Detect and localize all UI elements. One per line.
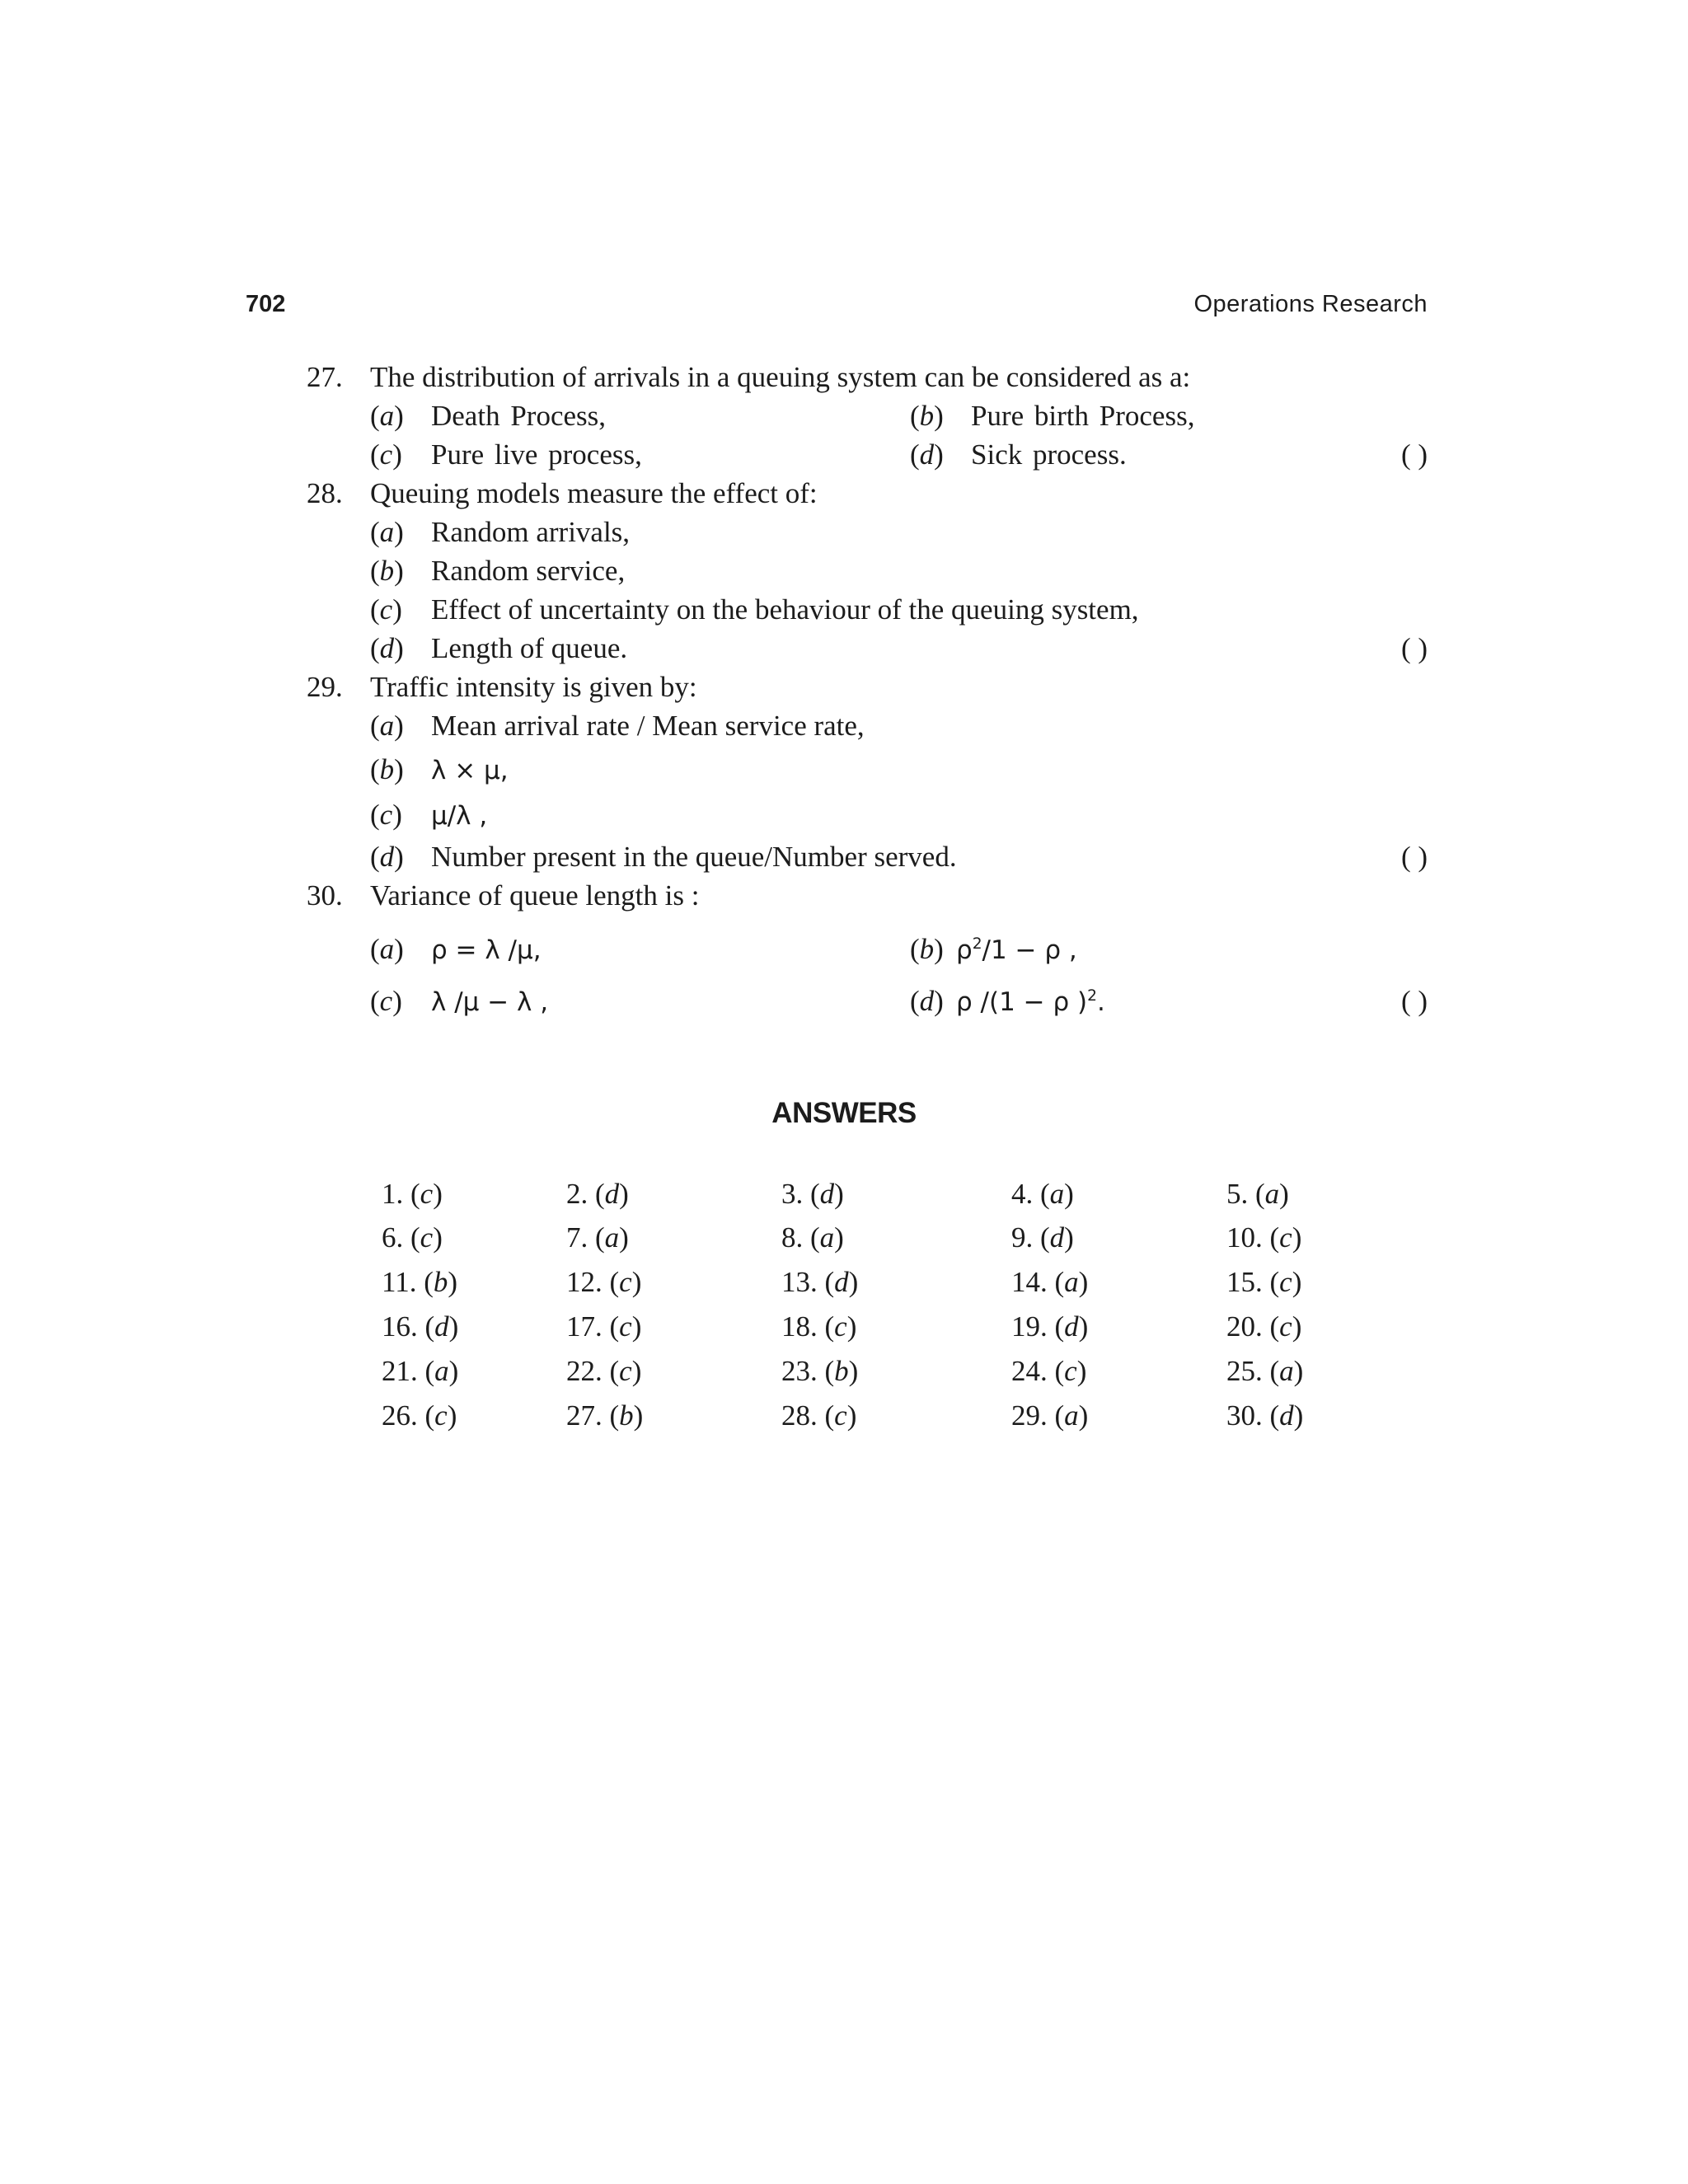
question-number: 30. xyxy=(307,879,343,912)
answer-label: (b) xyxy=(824,1355,859,1387)
answer-number: 22. xyxy=(566,1355,610,1387)
answer-number: 25. xyxy=(1226,1355,1270,1387)
answer-label: (c) xyxy=(1054,1355,1087,1387)
option-label: (d) xyxy=(370,841,404,873)
answer-blank: ( ) xyxy=(1400,632,1428,664)
answer-label: (d) xyxy=(1269,1399,1304,1432)
answer-number: 26. xyxy=(382,1399,425,1432)
question-number: 28. xyxy=(307,477,343,509)
answer-item xyxy=(382,1396,457,1435)
answer-item xyxy=(382,1307,458,1346)
option-text: Effect of uncertainty on the behaviour of the queuing system, xyxy=(431,593,1139,626)
answer-item xyxy=(382,1352,458,1390)
option-label: (b) xyxy=(910,400,944,432)
answer-item xyxy=(1011,1218,1074,1257)
answer-item xyxy=(781,1352,858,1390)
answer-number: 20. xyxy=(1226,1310,1270,1343)
answer-item xyxy=(1011,1307,1088,1346)
option-formula: ρ = λ /μ, xyxy=(431,935,542,965)
answer-number: 5. xyxy=(1226,1178,1255,1210)
answer-label: (d) xyxy=(810,1178,844,1210)
option-label: (c) xyxy=(370,438,402,471)
answer-item xyxy=(1226,1396,1303,1435)
question-number: 27. xyxy=(307,361,343,393)
option-text: Random service, xyxy=(431,555,626,587)
answer-item xyxy=(566,1263,641,1301)
answer-blank: ( ) xyxy=(1400,841,1428,873)
answer-blank: ( ) xyxy=(1400,438,1428,471)
answer-label: (a) xyxy=(1054,1266,1089,1298)
answer-item xyxy=(1011,1263,1088,1301)
answer-number: 7. xyxy=(566,1221,595,1254)
answer-item xyxy=(1011,1174,1074,1213)
question-text: Variance of queue length is : xyxy=(370,879,700,912)
answer-number: 9. xyxy=(1011,1221,1040,1254)
answer-number: 4. xyxy=(1011,1178,1040,1210)
answer-label: (c) xyxy=(410,1221,443,1254)
answer-label: (b) xyxy=(609,1399,644,1432)
answer-item xyxy=(1011,1352,1086,1390)
answer-label: (c) xyxy=(824,1310,857,1343)
question-text: The distribution of arrivals in a queuing system can be considered as a: xyxy=(370,361,1191,393)
answer-label: (a) xyxy=(1040,1178,1074,1210)
answer-label: (a) xyxy=(810,1221,844,1254)
option-text: Pure birth Process, xyxy=(971,400,1195,432)
answer-item xyxy=(566,1218,629,1257)
answer-number: 8. xyxy=(781,1221,810,1254)
option-label: (b) xyxy=(370,555,404,587)
answer-number: 14. xyxy=(1011,1266,1055,1298)
option-text: Random arrivals, xyxy=(431,516,631,548)
answer-number: 19. xyxy=(1011,1310,1055,1343)
answer-label: (a) xyxy=(424,1355,459,1387)
answer-label: (d) xyxy=(1040,1221,1074,1254)
option-formula: λ /μ − λ , xyxy=(431,987,549,1017)
answer-item xyxy=(566,1352,641,1390)
answer-number: 30. xyxy=(1226,1399,1270,1432)
option-formula: μ/λ , xyxy=(431,801,488,831)
answer-item xyxy=(382,1218,443,1257)
answer-number: 29. xyxy=(1011,1399,1055,1432)
option-text: Length of queue. xyxy=(431,632,628,664)
answer-number: 3. xyxy=(781,1178,810,1210)
answer-label: (c) xyxy=(424,1399,457,1432)
answer-item xyxy=(781,1263,858,1301)
answer-item xyxy=(566,1307,641,1346)
answer-label: (b) xyxy=(424,1266,458,1298)
answer-label: (c) xyxy=(609,1355,642,1387)
answer-item xyxy=(1226,1218,1301,1257)
answer-item xyxy=(1226,1307,1301,1346)
option-text: Death Process, xyxy=(431,400,607,432)
option-text: Sick process. xyxy=(971,438,1127,471)
answers-heading: ANSWERS xyxy=(771,1097,917,1129)
answer-number: 16. xyxy=(382,1310,425,1343)
option-formula: $\rho^2/1 - \rho$ , xyxy=(956,935,1077,965)
answer-number: 6. xyxy=(382,1221,410,1254)
answer-label: (c) xyxy=(609,1266,642,1298)
page-number: 702 xyxy=(246,291,286,317)
option-label: (d) xyxy=(910,985,944,1017)
answer-number: 28. xyxy=(781,1399,825,1432)
answer-label: (c) xyxy=(1269,1310,1302,1343)
answer-item xyxy=(566,1396,643,1435)
answer-label: (d) xyxy=(595,1178,629,1210)
option-text: Pure live process, xyxy=(431,438,642,471)
answer-label: (d) xyxy=(424,1310,459,1343)
answer-label: (c) xyxy=(1269,1221,1302,1254)
answer-number: 11. xyxy=(382,1266,424,1298)
question-text: Traffic intensity is given by: xyxy=(370,671,697,703)
answer-number: 10. xyxy=(1226,1221,1270,1254)
option-label: (a) xyxy=(370,933,404,965)
option-label: (c) xyxy=(370,985,402,1017)
option-text: Number present in the queue/Number served. xyxy=(431,841,957,873)
option-formula: λ × μ, xyxy=(431,756,509,785)
question-number: 29. xyxy=(307,671,343,703)
option-label: (a) xyxy=(370,710,404,742)
answer-item xyxy=(1226,1174,1289,1213)
answer-item xyxy=(781,1174,844,1213)
option-label: (b) xyxy=(910,933,944,965)
answer-item xyxy=(1226,1263,1301,1301)
answer-item xyxy=(382,1174,443,1213)
answer-label: (c) xyxy=(609,1310,642,1343)
option-formula: ρ /(1 − ρ )$^2$. xyxy=(956,987,1105,1017)
answer-label: (a) xyxy=(1054,1399,1089,1432)
answer-label: (a) xyxy=(1269,1355,1304,1387)
answer-number: 27. xyxy=(566,1399,610,1432)
answer-item xyxy=(1226,1352,1303,1390)
option-label: (d) xyxy=(370,632,404,664)
answer-item xyxy=(1011,1396,1088,1435)
question-text: Queuing models measure the effect of: xyxy=(370,477,818,509)
answer-label: (c) xyxy=(410,1178,443,1210)
option-label: (b) xyxy=(370,753,404,785)
answer-number: 21. xyxy=(382,1355,425,1387)
answer-blank: ( ) xyxy=(1400,985,1428,1017)
option-label: (a) xyxy=(370,400,404,432)
answer-number: 24. xyxy=(1011,1355,1055,1387)
answer-label: (c) xyxy=(824,1399,857,1432)
answer-item xyxy=(566,1174,629,1213)
answer-label: (a) xyxy=(595,1221,629,1254)
option-label: (a) xyxy=(370,516,404,548)
answer-number: 13. xyxy=(781,1266,825,1298)
answer-item xyxy=(781,1218,844,1257)
answer-item xyxy=(781,1307,856,1346)
answer-item xyxy=(382,1263,457,1301)
option-label: (c) xyxy=(370,799,402,831)
option-label: (d) xyxy=(910,438,944,471)
answer-number: 15. xyxy=(1226,1266,1270,1298)
answer-label: (a) xyxy=(1255,1178,1289,1210)
answer-number: 17. xyxy=(566,1310,610,1343)
option-text: Mean arrival rate / Mean service rate, xyxy=(431,710,865,742)
answer-number: 2. xyxy=(566,1178,595,1210)
answer-number: 18. xyxy=(781,1310,825,1343)
answer-label: (d) xyxy=(824,1266,859,1298)
answer-label: (c) xyxy=(1269,1266,1302,1298)
answer-number: 23. xyxy=(781,1355,825,1387)
option-label: (c) xyxy=(370,593,402,626)
running-title: Operations Research xyxy=(1193,291,1428,317)
answer-number: 12. xyxy=(566,1266,610,1298)
answer-number: 1. xyxy=(382,1178,410,1210)
answer-label: (d) xyxy=(1054,1310,1089,1343)
answer-item xyxy=(781,1396,856,1435)
